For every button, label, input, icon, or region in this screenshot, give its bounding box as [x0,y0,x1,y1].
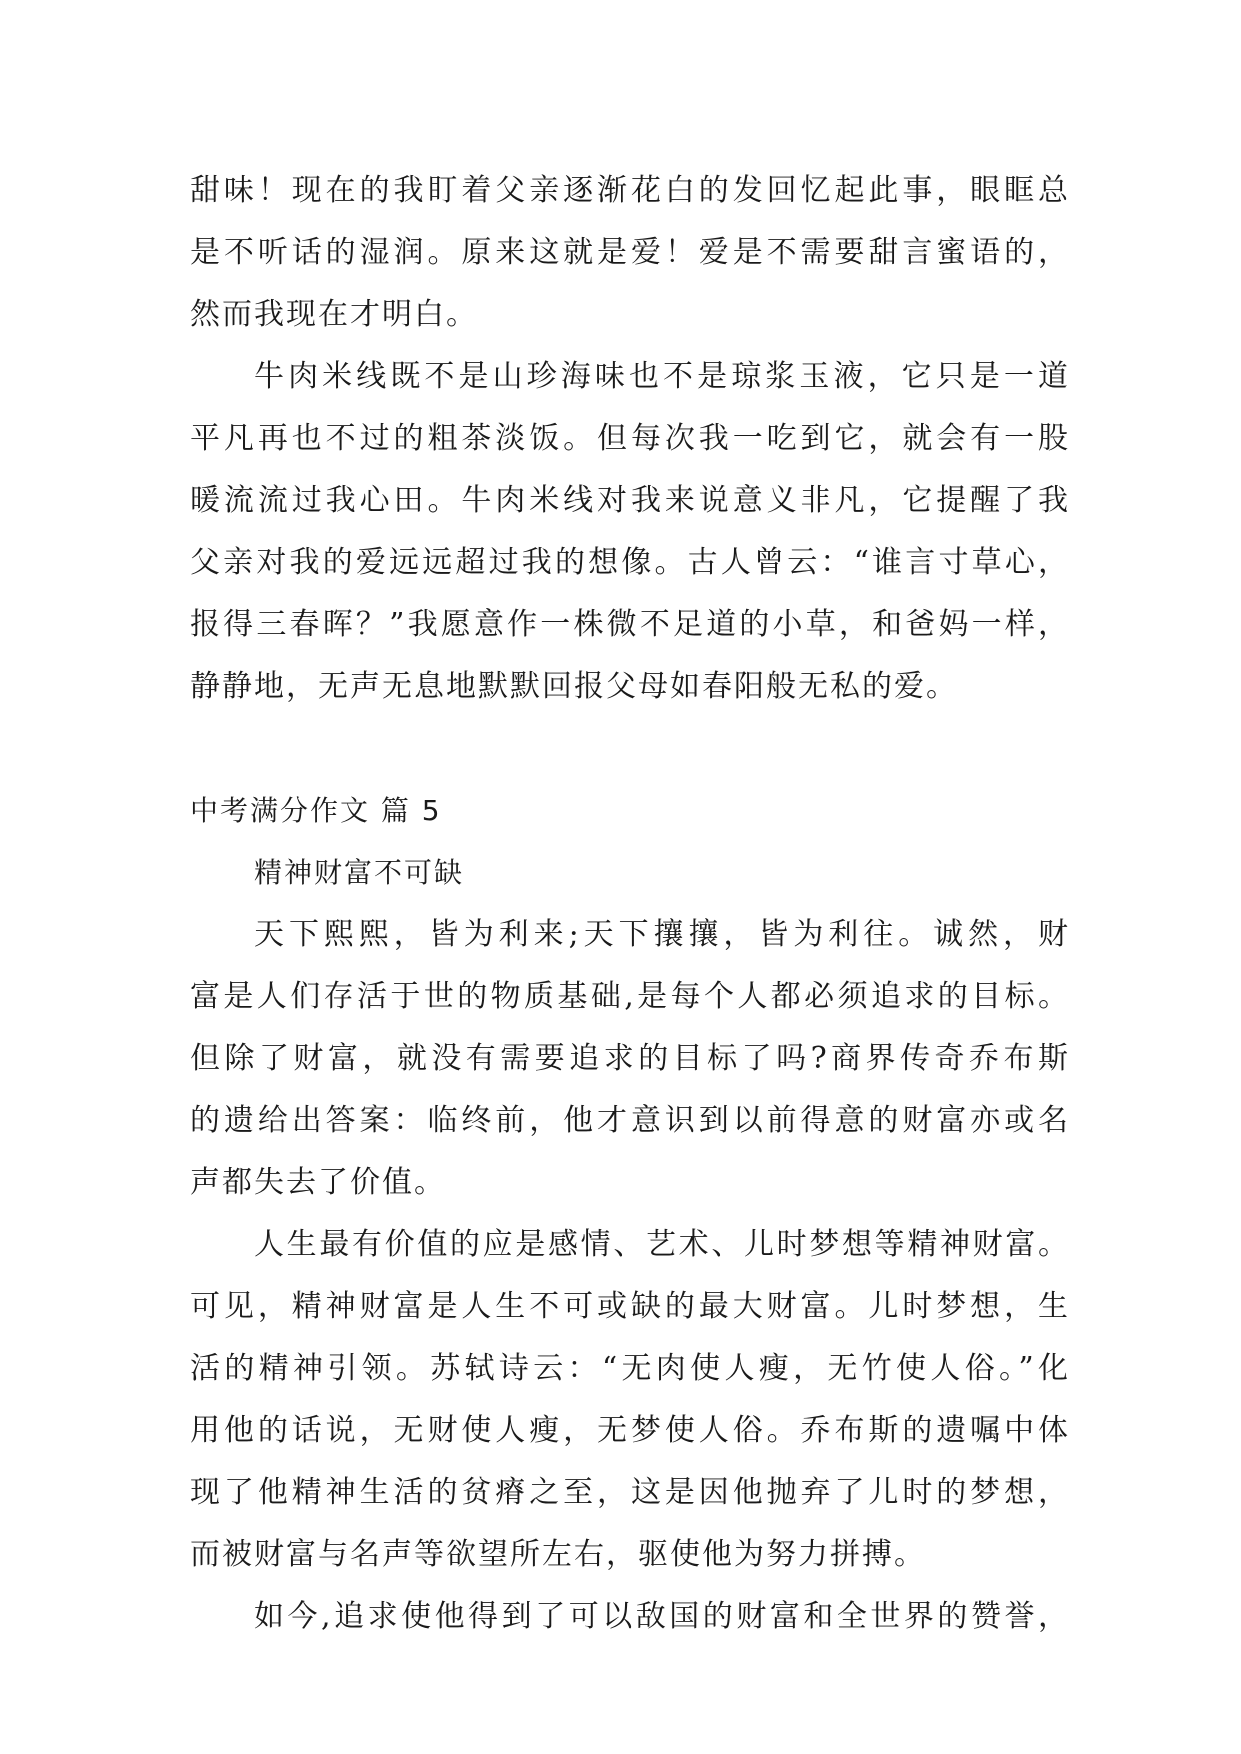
text-line: 但除了财富，就没有需要追求的目标了吗?商界传奇乔布斯 [190,1041,1070,1076]
text-line: 而被财富与名声等欲望所左右，驱使他为努力拼搏。 [190,1537,926,1572]
text-line: 然而我现在才明白。 [190,297,478,332]
text-line: 富是人们存活于世的物质基础,是每个人都必须追求的目标。 [190,979,1070,1014]
section-heading: 中考满分作文 篇 5 [190,794,442,827]
document-body [190,160,1070,1648]
text-line: 平凡再也不过的粗茶淡饭。但每次我一吃到它，就会有一股 [190,421,1070,456]
paragraph-first-line: 天下熙熙，皆为利来;天下攘攘，皆为利往。诚然，财 [254,917,1070,952]
text-line: 活的精神引领。苏轼诗云：“无肉使人瘦，无竹使人俗。”化 [190,1351,1070,1386]
text-line: 暖流流过我心田。牛肉米线对我来说意义非凡，它提醒了我 [190,483,1070,518]
paragraph-first-line: 如今,追求使他得到了可以敌国的财富和全世界的赞誉， [254,1599,1070,1634]
paragraph-first-line: 人生最有价值的应是感情、艺术、儿时梦想等精神财富。 [254,1227,1070,1262]
text-line: 报得三春晖？”我愿意作一株微不足道的小草，和爸妈一样， [190,607,1070,642]
section-gap [190,718,1070,780]
text-line: 甜味！现在的我盯着父亲逐渐花白的发回忆起此事，眼眶总 [190,173,1070,208]
text-line: 父亲对我的爱远远超过我的想像。古人曾云：“谁言寸草心， [190,545,1070,580]
paragraph-first-line: 牛肉米线既不是山珍海味也不是琼浆玉液，它只是一道 [254,359,1070,394]
text-line: 可见，精神财富是人生不可或缺的最大财富。儿时梦想，生 [190,1289,1070,1324]
text-line: 的遗给出答案：临终前，他才意识到以前得意的财富亦或名 [190,1103,1070,1138]
essay-title: 精神财富不可缺 [254,856,465,889]
text-line: 现了他精神生活的贫瘠之至，这是因他抛弃了儿时的梦想， [190,1475,1070,1510]
text-line: 用他的话说，无财使人瘦，无梦使人俗。乔布斯的遗嘱中体 [190,1413,1070,1448]
text-line: 是不听话的湿润。原来这就是爱！爱是不需要甜言蜜语的， [190,235,1070,270]
text-line: 声都失去了价值。 [190,1165,446,1200]
text-line: 静静地，无声无息地默默回报父母如春阳般无私的爱。 [190,669,958,704]
